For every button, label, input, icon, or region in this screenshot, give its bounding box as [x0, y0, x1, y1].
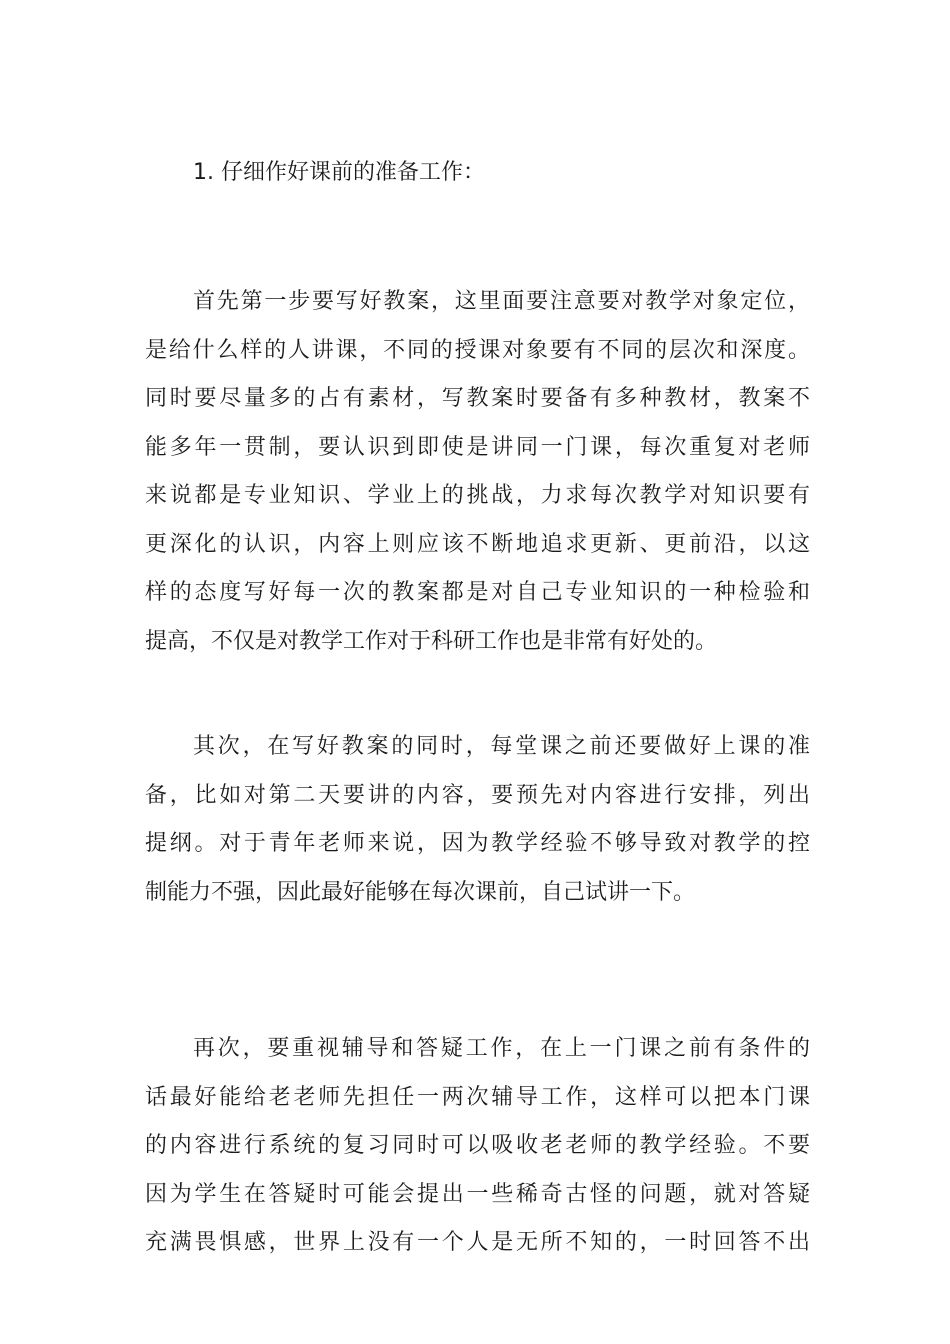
paragraph-line: 提高，不仅是对教学工作对于科研工作也是非常有好处的。: [145, 628, 718, 654]
paragraph-line: 其次，在写好教案的同时，每堂课之前还要做好上课的准: [193, 734, 810, 759]
paragraph-line: 话最好能给老老师先担任一两次辅导工作，这样可以把本门课: [145, 1084, 810, 1110]
paragraph-line: 备，比如对第二天要讲的内容，要预先对内容进行安排，列出: [145, 782, 810, 808]
paragraph-line: 提纲。对于青年老师来说，因为教学经验不够导致对教学的控: [145, 831, 810, 856]
paragraph-line: 充满畏惧感，世界上没有一个人是无所不知的，一时回答不出: [145, 1230, 810, 1255]
paragraph-line: 是给什么样的人讲课，不同的授课对象要有不同的层次和深度。: [145, 337, 810, 363]
paragraph-line: 首先第一步要写好教案，这里面要注意要对教学对象定位，: [193, 289, 810, 314]
paragraph-tutoring: [145, 1025, 810, 1268]
paragraph-line: 更深化的认识，内容上则应该不断地追求更新、更前沿，以这: [145, 531, 810, 557]
paragraph-line: 再次，要重视辅导和答疑工作，在上一门课之前有条件的: [193, 1036, 810, 1061]
paragraph-lesson-plan: [145, 278, 810, 666]
paragraph-line: 能多年一贯制，要认识到即使是讲同一门课，每次重复对老师: [145, 434, 810, 460]
paragraph-line: 来说都是专业知识、学业上的挑战，力求每次教学对知识要有: [145, 483, 810, 508]
paragraph-line: 同时要尽量多的占有素材，写教案时要备有多种教材，教案不: [145, 386, 810, 411]
paragraph-class-preparation: [145, 723, 810, 917]
paragraph-line: 因为学生在答疑时可能会提出一些稀奇古怪的问题，就对答疑: [145, 1181, 810, 1207]
paragraph-line: 样的态度写好每一次的教案都是对自己专业知识的一种检验和: [145, 580, 810, 605]
section-heading: 1. 仔细作好课前的准备工作：: [193, 160, 485, 185]
paragraph-line: 的内容进行系统的复习同时可以吸收老老师的教学经验。不要: [145, 1133, 810, 1158]
paragraph-line: 制能力不强，因此最好能够在每次课前，自己试讲一下。: [145, 879, 696, 905]
